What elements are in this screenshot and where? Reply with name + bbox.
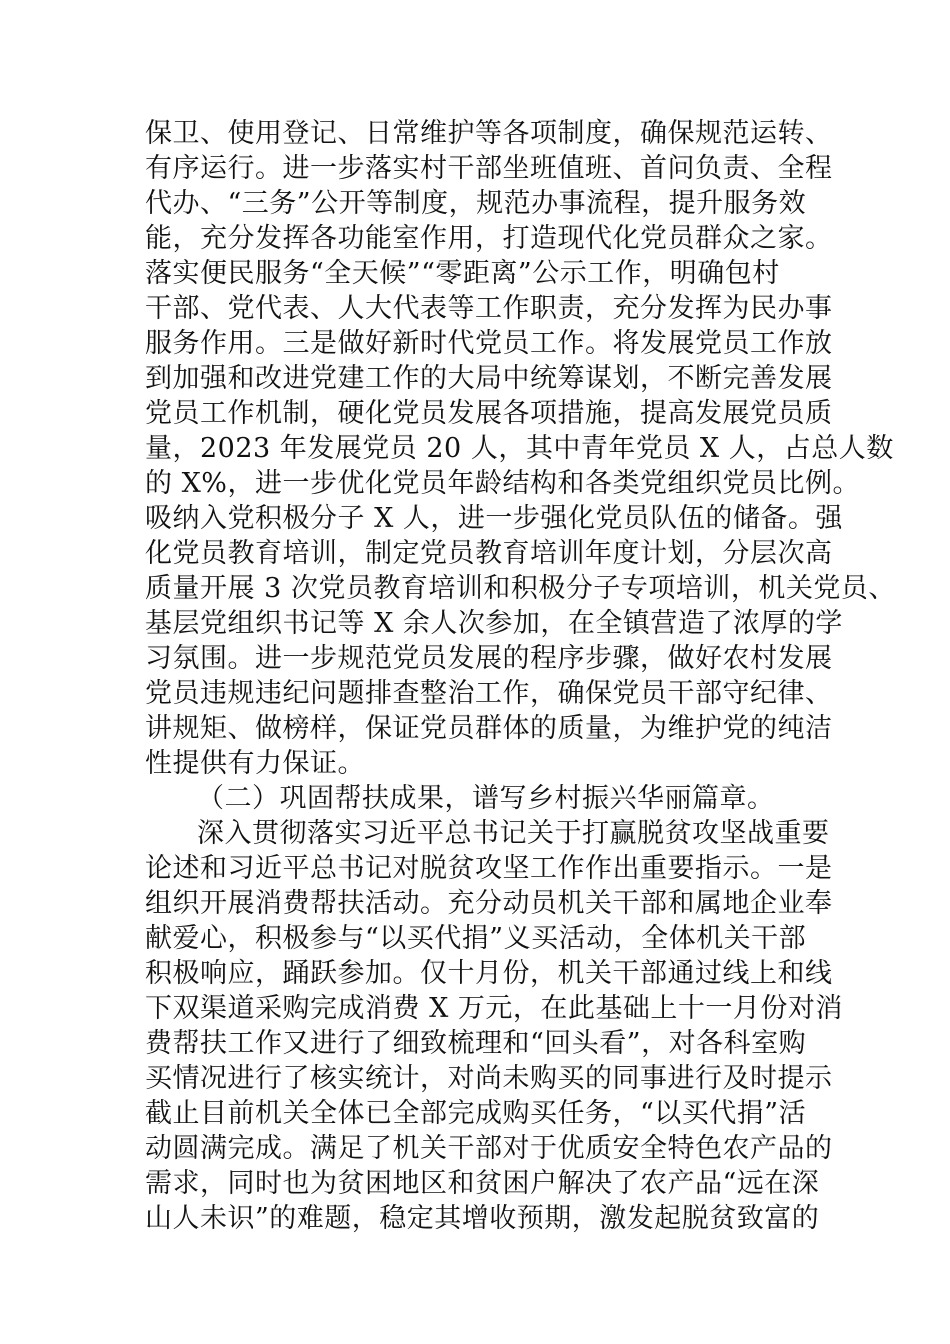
text-line: 质量开展 3 次党员教育培训和积极分子专项培训，机关党员、 bbox=[145, 573, 896, 604]
text-line: 干部、党代表、人大代表等工作职责，充分发挥为民办事 bbox=[145, 293, 833, 324]
text-line: 组织开展消费帮扶活动。充分动员机关干部和属地企业奉 bbox=[145, 888, 833, 919]
text-line: 习氛围。进一步规范党员发展的程序步骤，做好农村发展 bbox=[145, 643, 833, 674]
section-heading: （二）巩固帮扶成果，谱写乡村振兴华丽篇章。 bbox=[197, 783, 775, 814]
text-line: 量，2023 年发展党员 20 人，其中青年党员 X 人，占总人数 bbox=[145, 433, 894, 464]
text-line: 截止目前机关全体已全部完成购买任务，“以买代捐”活 bbox=[145, 1098, 807, 1129]
text-line: 买情况进行了核实统计，对尚未购买的同事进行及时提示 bbox=[145, 1063, 833, 1094]
text-line: 有序运行。进一步落实村干部坐班值班、首问负责、全程 bbox=[145, 153, 833, 184]
text-line: 动圆满完成。满足了机关干部对于优质安全特色农产品的 bbox=[145, 1133, 833, 1164]
text-line: 基层党组织书记等 X 余人次参加，在全镇营造了浓厚的学 bbox=[145, 608, 843, 639]
text-line: 讲规矩、做榜样，保证党员群体的质量，为维护党的纯洁 bbox=[145, 713, 833, 744]
text-line: 吸纳入党积极分子 X 人，进一步强化党员队伍的储备。强 bbox=[145, 503, 843, 534]
text-line: 代办、“三务”公开等制度，规范办事流程，提升服务效 bbox=[145, 188, 807, 219]
text-line: 深入贯彻落实习近平总书记关于打赢脱贫攻坚战重要 bbox=[197, 818, 830, 849]
text-line: 化党员教育培训，制定党员教育培训年度计划，分层次高 bbox=[145, 538, 833, 569]
text-line: 能，充分发挥各功能室作用，打造现代化党员群众之家。 bbox=[145, 223, 833, 254]
text-line: 积极响应，踊跃参加。仅十月份，机关干部通过线上和线 bbox=[145, 958, 833, 989]
text-line: 党员违规违纪问题排查整治工作，确保党员干部守纪律、 bbox=[145, 678, 833, 709]
text-line: 论述和习近平总书记对脱贫攻坚工作作出重要指示。一是 bbox=[145, 853, 833, 884]
text-line: 服务作用。三是做好新时代党员工作。将发展党员工作放 bbox=[145, 328, 833, 359]
text-line: 下双渠道采购完成消费 X 万元，在此基础上十一月份对消 bbox=[145, 993, 843, 1024]
text-line: 献爱心，积极参与“以买代捐”义买活动，全体机关干部 bbox=[145, 923, 807, 954]
text-line: 的 X%，进一步优化党员年龄结构和各类党组织党员比例。 bbox=[145, 468, 860, 499]
text-line: 需求，同时也为贫困地区和贫困户解决了农产品“远在深 bbox=[145, 1168, 820, 1199]
text-line: 费帮扶工作又进行了细致梳理和“回头看”，对各科室购 bbox=[145, 1028, 807, 1059]
text-line: 落实便民服务“全天候”“零距离”公示工作，明确包村 bbox=[145, 258, 780, 289]
text-line: 保卫、使用登记、日常维护等各项制度，确保规范运转、 bbox=[145, 118, 833, 149]
text-line: 到加强和改进党建工作的大局中统筹谋划，不断完善发展 bbox=[145, 363, 833, 394]
text-line: 党员工作机制，硬化党员发展各项措施，提高发展党员质 bbox=[145, 398, 833, 429]
text-line: 山人未识”的难题，稳定其增收预期，激发起脱贫致富的 bbox=[145, 1203, 820, 1234]
text-line: 性提供有力保证。 bbox=[145, 748, 365, 779]
